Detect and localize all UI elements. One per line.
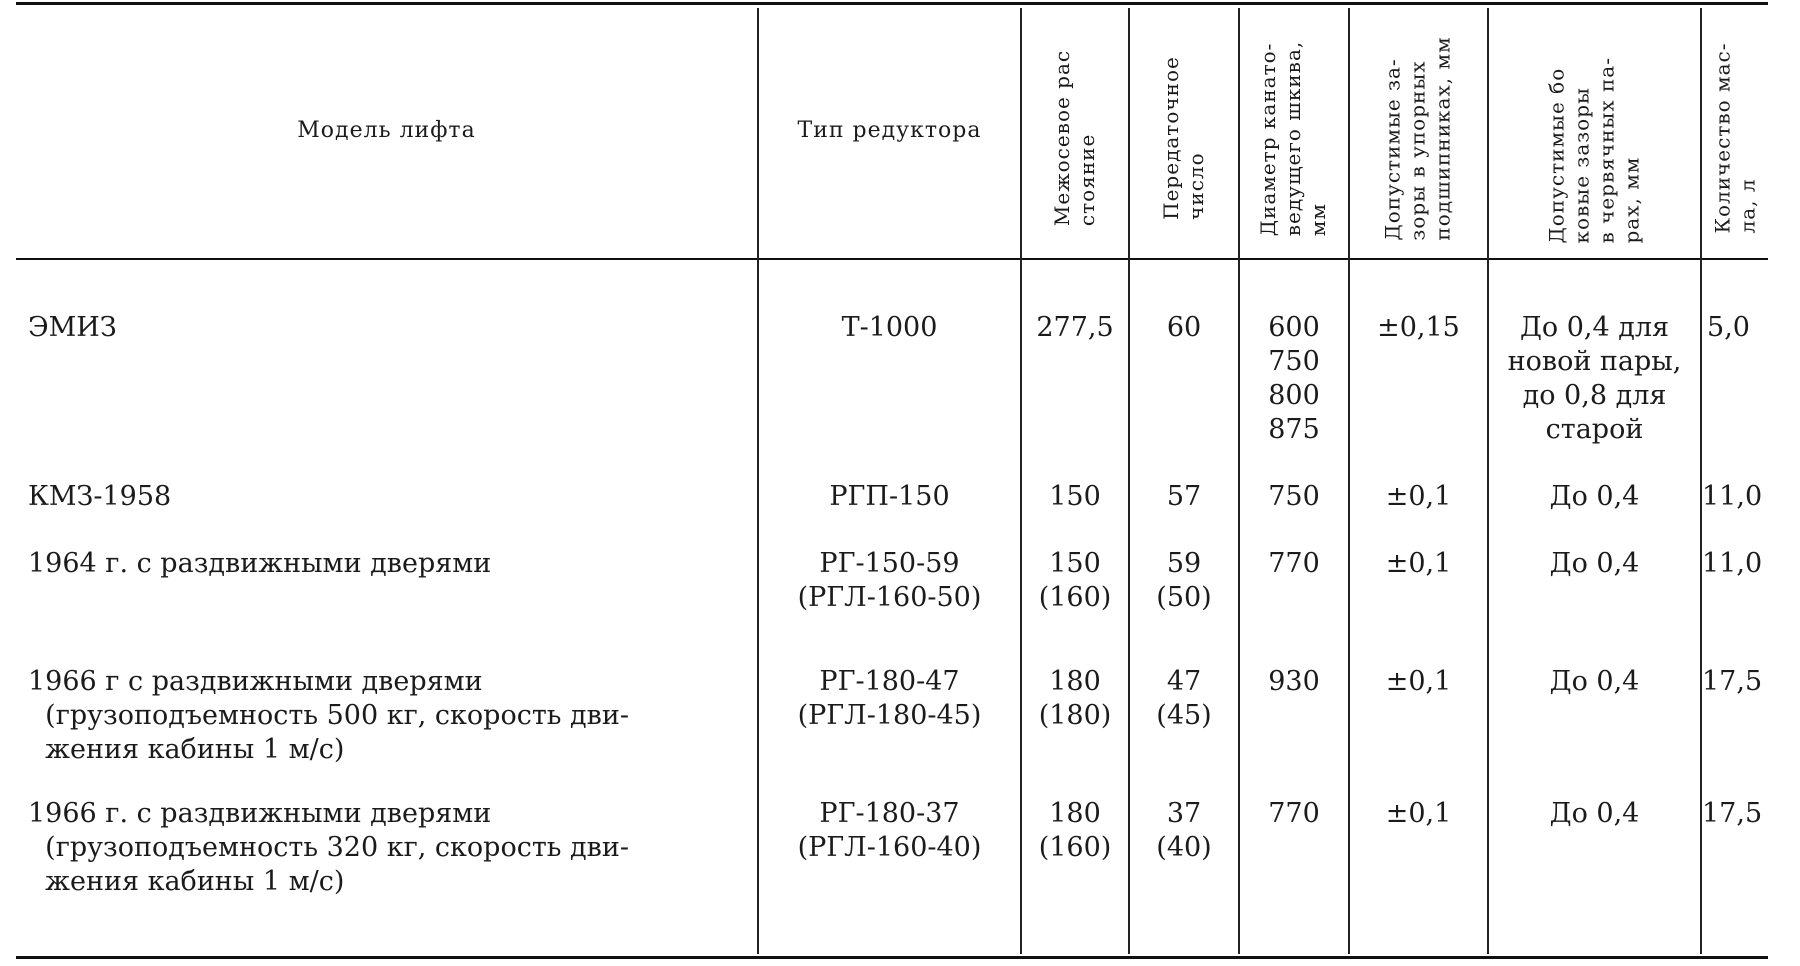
header-gear-ratio-cell bbox=[1130, 18, 1238, 258]
row-side: До 0,4 bbox=[1549, 798, 1640, 829]
header-bottom-rule bbox=[16, 258, 1768, 260]
header-reducer-type: Тип редуктора bbox=[797, 117, 982, 143]
row-model: КМЗ-1958 bbox=[28, 481, 172, 512]
row-reducer: РГ-180-37 (РГЛ-160-40) bbox=[797, 798, 982, 863]
header-oil-quantity: Количество мас- ла, л bbox=[1710, 42, 1760, 234]
row-bearing: ±0,1 bbox=[1385, 548, 1452, 579]
row-ratio: 60 bbox=[1166, 312, 1202, 343]
header-bearing-clearance: Допустимые за- зоры в упорных подшипниках, мм bbox=[1381, 35, 1456, 241]
row-bearing: ±0,1 bbox=[1385, 666, 1452, 697]
row-ratio: 57 bbox=[1166, 481, 1202, 512]
header-model: Модель лифта bbox=[297, 117, 476, 143]
header-bearing-clearance-cell bbox=[1350, 18, 1487, 258]
row-ratio: 37 (40) bbox=[1156, 798, 1212, 863]
row-bearing: ±0,1 bbox=[1385, 798, 1452, 829]
row-model: 1964 г. с раздвижными дверями bbox=[28, 548, 492, 579]
row-distance: 180 (180) bbox=[1038, 666, 1112, 731]
row-oil: 11,0 bbox=[1702, 481, 1763, 512]
row-reducer: РГП-150 bbox=[829, 481, 950, 512]
row-diameter: 600 750 800 875 bbox=[1268, 312, 1320, 445]
header-sheave-diameter: Диаметр канато- ведущего шкива, мм bbox=[1256, 40, 1331, 236]
header-oil-quantity-cell bbox=[1702, 18, 1768, 258]
header-center-distance: Межосевое рас стояние bbox=[1050, 49, 1099, 227]
row-reducer: РГ-180-47 (РГЛ-180-45) bbox=[797, 666, 982, 731]
row-model: 1966 г. с раздвижными дверями (грузоподъемность 320 кг, скорость дви- жения кабины 1 м/с) bbox=[28, 798, 630, 897]
table-top-rule bbox=[16, 2, 1768, 5]
row-distance: 277,5 bbox=[1036, 312, 1114, 343]
row-oil: 17,5 bbox=[1702, 666, 1763, 697]
row-model: 1966 г с раздвижными дверями (грузоподъемность 500 кг, скорость дви- жения кабины 1 м/с) bbox=[28, 666, 630, 765]
row-side: До 0,4 bbox=[1549, 548, 1640, 579]
row-distance: 180 (160) bbox=[1038, 798, 1112, 863]
header-side-clearance-cell bbox=[1489, 18, 1700, 258]
row-reducer: РГ-150-59 (РГЛ-160-50) bbox=[797, 548, 982, 613]
row-bearing: ±0,15 bbox=[1377, 312, 1460, 343]
row-side: До 0,4 bbox=[1549, 666, 1640, 697]
row-side: До 0,4 bbox=[1549, 481, 1640, 512]
header-gear-ratio: Передаточное число bbox=[1159, 56, 1209, 220]
row-diameter: 770 bbox=[1268, 798, 1320, 829]
row-oil: 17,5 bbox=[1702, 798, 1763, 829]
row-ratio: 59 (50) bbox=[1156, 548, 1212, 613]
row-oil: 5,0 bbox=[1707, 312, 1750, 343]
row-oil: 11,0 bbox=[1702, 548, 1763, 579]
row-distance: 150 (160) bbox=[1038, 548, 1112, 613]
row-side: До 0,4 для новой пары, до 0,8 для старой bbox=[1507, 312, 1682, 445]
header-center-distance-cell bbox=[1022, 18, 1128, 258]
row-diameter: 770 bbox=[1268, 548, 1320, 579]
header-sheave-diameter-cell bbox=[1240, 18, 1348, 258]
row-diameter: 750 bbox=[1268, 481, 1320, 512]
row-bearing: ±0,1 bbox=[1385, 481, 1452, 512]
header-side-clearance: Допустимые бо ковые зазоры в червячных па- рах, мм bbox=[1544, 57, 1644, 244]
table-bottom-rule bbox=[16, 956, 1768, 959]
row-ratio: 47 (45) bbox=[1156, 666, 1212, 731]
row-model: ЭМИЗ bbox=[28, 312, 117, 343]
row-reducer: Т-1000 bbox=[841, 312, 938, 343]
row-distance: 150 bbox=[1049, 481, 1101, 512]
row-diameter: 930 bbox=[1268, 666, 1320, 697]
